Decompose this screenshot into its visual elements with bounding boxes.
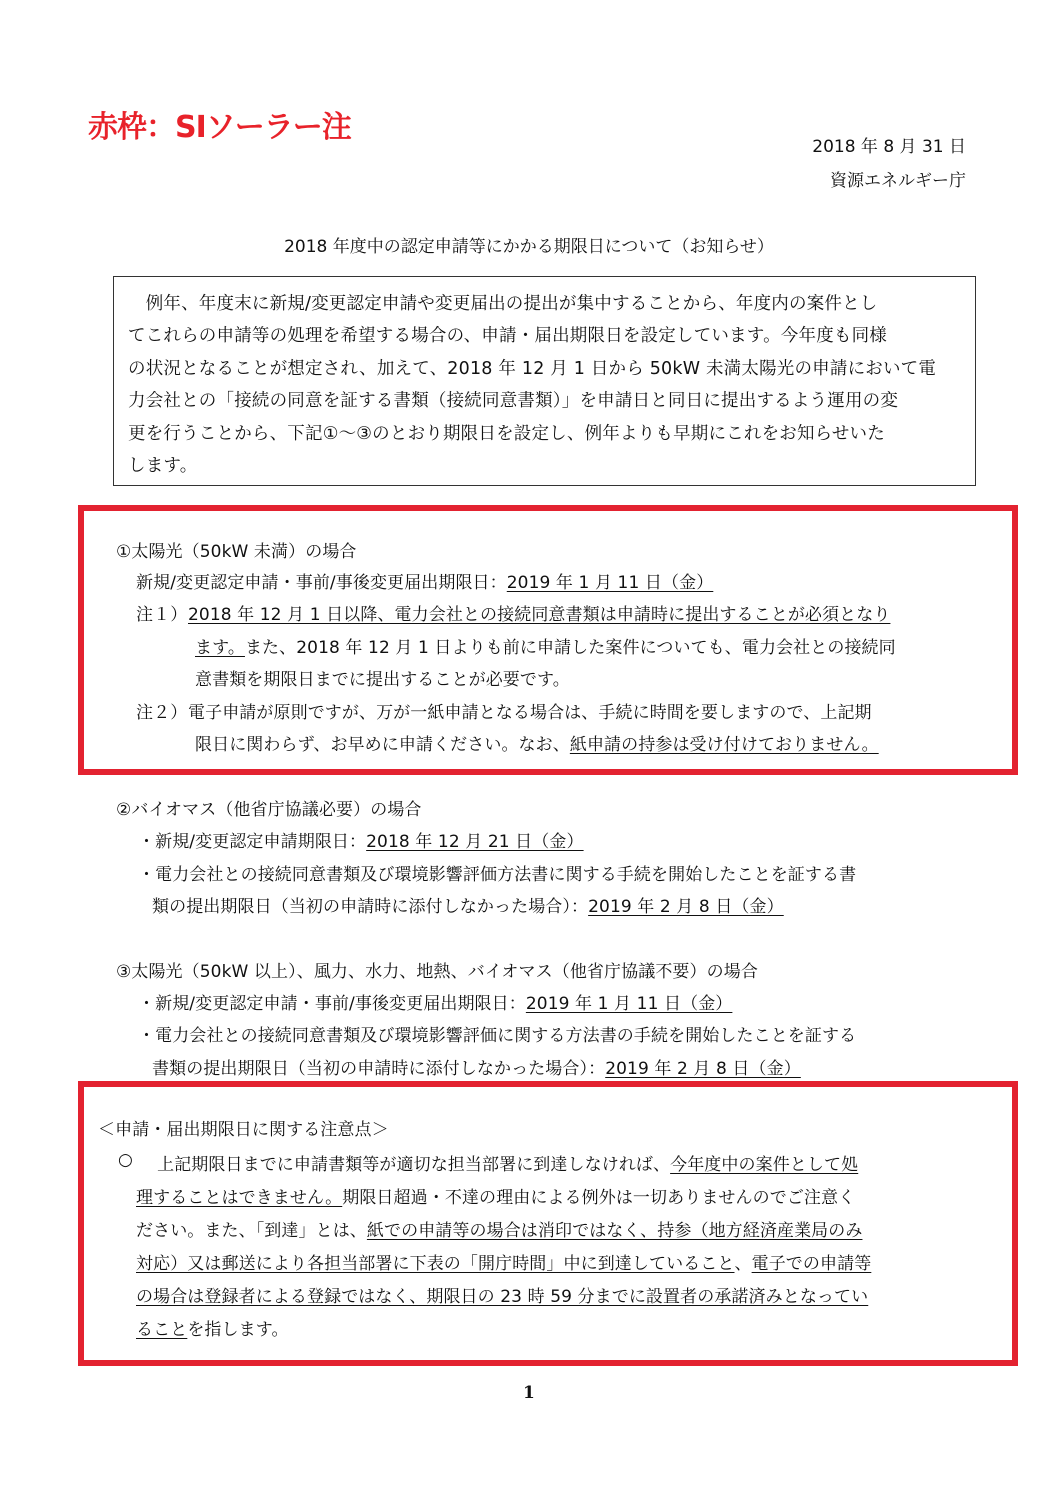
caution-line3b: 紙での申請等の場合は消印ではなく、持参（地方経済産業局のみ [366, 1221, 863, 1241]
section1-note2-line1: 電子申請が原則ですが、万が一紙申請となる場合は、手続に時間を要しますので、上記期 [188, 703, 872, 723]
section1-deadline-label: 新規/変更認定申請・事前/事後変更届出期限日： [136, 573, 507, 593]
section1-note2-prefix: 注２） [136, 703, 188, 723]
caution-line2b: 期限日超過・不達の理由による例外は一切ありませんのでご注意く [342, 1188, 856, 1208]
section1-heading: ①太陽光（50kW 未満）の場合 [116, 542, 357, 562]
notice-line: 更を行うことから、下記①～③のとおり期限日を設定し、例年よりも早期にこれをお知らせいた [128, 424, 885, 444]
section1-note1-line2 [195, 633, 896, 658]
caution-line1 [140, 1150, 858, 1175]
section1-note1-line1: 2018 年 12 月 1 日以降、電力会社との接続同意書類は申請時に提出することが必須となり [188, 605, 891, 625]
stamp-label: 赤枠：SIソーラー注 [88, 110, 351, 145]
caution-line2a: 理することはできません。 [136, 1188, 343, 1208]
caution-line1b: 今年度中の案件として処 [670, 1155, 859, 1175]
notice-line: の状況となることが想定され、加えて、2018 年 12 月 1 日から 50kW 未満太陽光の申請において電 [128, 359, 937, 379]
caution-line3a: ださい。また、「到達」とは、 [136, 1221, 367, 1241]
section1-note2-line2a: 限日に関わらず、お早めに申請ください。なお、 [195, 735, 570, 755]
section2-item1-label: ・新規/変更認定申請期限日： [138, 832, 367, 852]
page-number: 1 [523, 1383, 535, 1403]
caution-line6a: ること [136, 1320, 188, 1340]
caution-line4b: 、 [734, 1254, 752, 1274]
notice-line: します。 [128, 456, 198, 476]
section2-item2-line2b: 2019 年 2 月 8 日（金） [588, 897, 784, 917]
caution-line4a: 対応）又は郵送により各担当部署に下表の「開庁時間」中に到達していること [136, 1254, 735, 1274]
section1-note2-line2 [195, 730, 879, 755]
notice-line: てこれらの申請等の処理を希望する場合の、申請・届出期限日を設定しています。今年度も同様 [128, 326, 887, 346]
section2-item2-line2 [152, 892, 784, 917]
section3-item1-label: ・新規/変更認定申請・事前/事後変更届出期限日： [138, 994, 526, 1014]
caution-heading: ＜申請・届出期限日に関する注意点＞ [98, 1120, 389, 1140]
caution-line4c: 電子での申請等 [751, 1254, 872, 1274]
section3-item2-line2b: 2019 年 2 月 8 日（金） [605, 1059, 801, 1079]
section3-item1-value: 2019 年 1 月 11 日（金） [525, 994, 733, 1014]
section3-item2-line2a: 書類の提出期限日（当初の申請時に添付しなかった場合）： [152, 1059, 606, 1079]
section3-item2-line2 [152, 1054, 801, 1079]
notice-line: 例年、年度末に新規/変更認定申請や変更届出の提出が集中することから、年度内の案件とし [128, 294, 878, 314]
section1-deadline [136, 568, 713, 593]
section2-item2-line2a: 類の提出期限日（当初の申請時に添付しなかった場合）： [152, 897, 589, 917]
caution-line5: の場合は登録者による登録ではなく、期限日の 23 時 59 分までに設置者の承諾済みとなってい [136, 1287, 869, 1307]
section1-note1-line3: 意書類を期限日までに提出することが必要です。 [195, 670, 570, 690]
section3-heading: ③太陽光（50kW 以上）、風力、水力、地熱、バイオマス（他省庁協議不要）の場合 [116, 962, 758, 982]
document-date: 2018 年 8 月 31 日 [812, 137, 966, 157]
document-title: 2018 年度中の認定申請等にかかる期限日について（お知らせ） [284, 237, 774, 257]
caution-line1a: 上記期限日までに申請書類等が適切な担当部署に到達しなければ、 [140, 1155, 671, 1175]
section2-item1-value: 2018 年 12 月 21 日（金） [366, 832, 584, 852]
caution-line4 [136, 1249, 871, 1274]
section2-item1 [138, 827, 584, 852]
caution-line2 [136, 1183, 855, 1208]
section2-item2-line1: ・電力会社との接続同意書類及び環境影響評価方法書に関する手続を開始したことを証する書 [138, 865, 857, 885]
caution-bullet: ○ [118, 1150, 133, 1170]
caution-line6 [136, 1315, 289, 1340]
issuing-agency: 資源エネルギー庁 [830, 171, 966, 191]
caution-line3 [136, 1216, 862, 1241]
section1-note2-line2b: 紙申請の持参は受け付けておりません。 [569, 735, 879, 755]
section3-item2-line1: ・電力会社との接続同意書類及び環境影響評価に関する方法書の手続を開始したことを証する [138, 1026, 857, 1046]
section1-note1-prefix: 注１） [136, 605, 188, 625]
section1-note1-line2b: また、2018 年 12 月 1 日よりも前に申請した案件についても、電力会社との接続同 [244, 638, 896, 658]
caution-line6b: を指します。 [187, 1320, 289, 1340]
section1-note1-line2a: ます。 [195, 638, 245, 658]
section1-deadline-value: 2019 年 1 月 11 日（金） [506, 573, 714, 593]
notice-line: 力会社との「接続の同意を証する書類（接続同意書類）」を申請日と同日に提出するよう運用の変 [128, 391, 899, 411]
section3-item1 [138, 989, 732, 1014]
section2-heading: ②バイオマス（他省庁協議必要）の場合 [116, 800, 422, 820]
